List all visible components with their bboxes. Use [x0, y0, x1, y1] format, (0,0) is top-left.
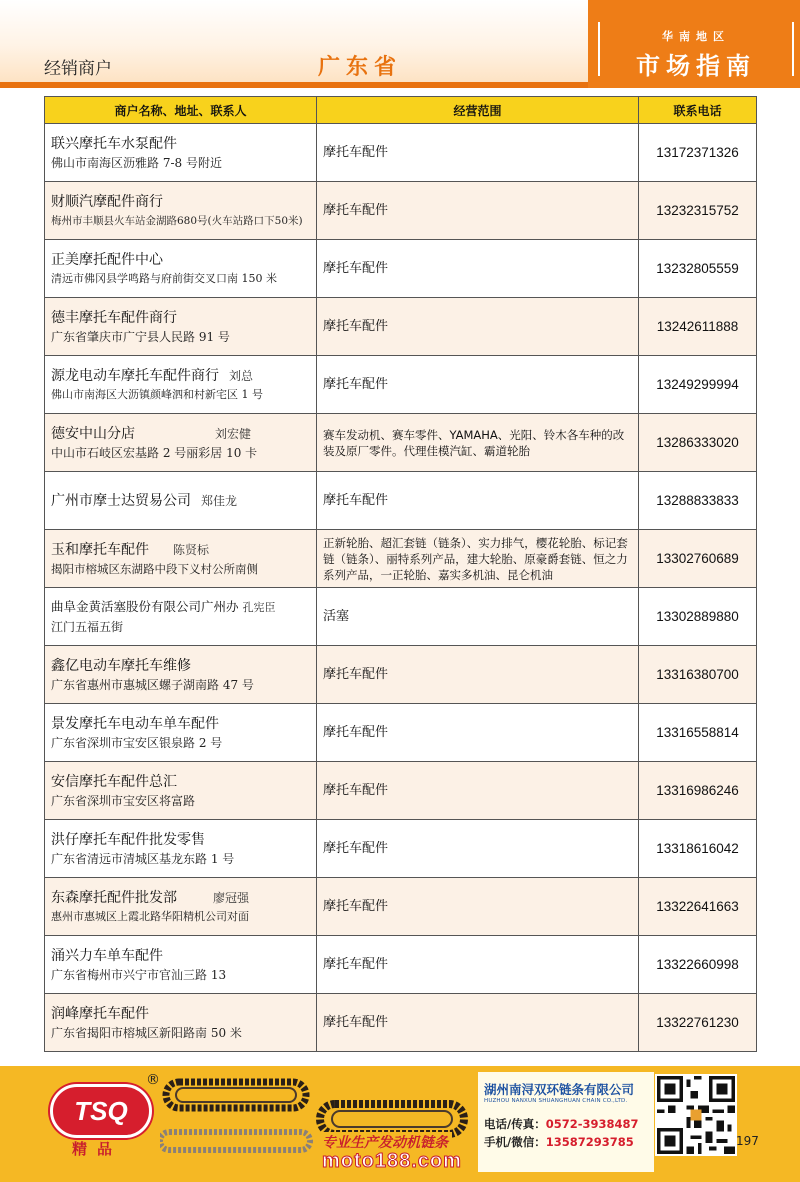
- header-scope: 经营范围: [317, 97, 639, 124]
- table-row: [45, 588, 757, 646]
- dealer-cell: [45, 646, 317, 704]
- scope-cell: [317, 298, 639, 356]
- section-label: 经销商户: [44, 59, 112, 79]
- dealer-address: 广东省肇庆市广宁县人民路 91 号: [51, 329, 230, 344]
- dealer-address: 广东省惠州市惠城区螺子湖南路 47 号: [51, 677, 254, 692]
- dealer-scope: 摩托车配件: [323, 376, 389, 392]
- dealer-cell: [45, 356, 317, 414]
- dealer-phone: 13242611888: [639, 298, 757, 356]
- dealer-address: 广东省深圳市宝安区银泉路 2 号: [51, 735, 223, 750]
- dealer-contact: 陈贤标: [173, 542, 210, 557]
- scope-cell: [317, 762, 639, 820]
- dealer-cell: [45, 762, 317, 820]
- registered-mark: ®: [146, 1072, 160, 1088]
- dealer-phone: 13322660998: [639, 936, 757, 994]
- dealer-cell: [45, 124, 317, 182]
- table-row: [45, 124, 757, 182]
- table-row: [45, 356, 757, 414]
- dealer-table: [44, 96, 757, 1052]
- badge-title: 市场指南: [636, 52, 756, 80]
- dealer-address: 广东省梅州市兴宁市官汕三路 13: [51, 967, 227, 982]
- dealer-name: 安信摩托车配件总汇: [51, 773, 177, 790]
- dealer-address: 江门五福五街: [51, 620, 124, 634]
- mobile-label: 手机/微信：: [484, 1135, 546, 1149]
- table-body: [45, 124, 757, 1052]
- table-row: [45, 878, 757, 936]
- mobile-number: 13587293785: [545, 1135, 634, 1149]
- dealer-cell: [45, 878, 317, 936]
- dealer-phone: 13322641663: [639, 878, 757, 936]
- dealer-contact: 刘宏健: [215, 426, 252, 441]
- badge-region: 华南地区: [662, 30, 730, 43]
- mobile-line: [484, 1134, 634, 1150]
- dealer-cell: [45, 298, 317, 356]
- badge-frame: [598, 22, 794, 80]
- scope-cell: [317, 240, 639, 298]
- dealer-name: 广州市摩士达贸易公司: [51, 492, 191, 509]
- dealer-phone: 13249299994: [639, 356, 757, 414]
- table-row: [45, 240, 757, 298]
- company-name: 湖州南浔双环链条有限公司: [484, 1082, 635, 1097]
- dealer-scope: 摩托车配件: [323, 1014, 389, 1030]
- scope-cell: [317, 704, 639, 762]
- dealer-scope: 摩托车配件: [323, 318, 389, 334]
- table-row: [45, 298, 757, 356]
- footer-advert: [0, 1066, 800, 1182]
- dealer-name: 玉和摩托车配件: [51, 541, 149, 558]
- dealer-address: 梅州市丰顺县火车站金湖路680号(火车站路口下50米): [51, 214, 303, 227]
- dealer-scope: 摩托车配件: [323, 782, 389, 798]
- dealer-address: 揭阳市榕城区东湖路中段下义村公所南侧: [51, 561, 258, 576]
- table-row: [45, 762, 757, 820]
- scope-cell: [317, 356, 639, 414]
- dealer-name: 德安中山分店: [51, 425, 135, 442]
- dealer-phone: 13172371326: [639, 124, 757, 182]
- table-row: [45, 414, 757, 472]
- table-row: [45, 936, 757, 994]
- dealer-phone: 13302760689: [639, 530, 757, 588]
- dealer-contact: 郑佳龙: [201, 493, 238, 508]
- scope-cell: [317, 472, 639, 530]
- dealer-contact: 孔宪臣: [242, 601, 276, 614]
- slogan: 专业生产发动机链条: [318, 1132, 452, 1152]
- dealer-scope: 摩托车配件: [323, 144, 389, 160]
- scope-cell: [317, 994, 639, 1052]
- dealer-cell: [45, 588, 317, 646]
- dealer-name: 润峰摩托车配件: [51, 1005, 149, 1022]
- dealer-name: 正美摩托配件中心: [51, 251, 163, 268]
- table-row: [45, 646, 757, 704]
- dealer-name: 财顺汽摩配件商行: [51, 193, 163, 210]
- scope-cell: [317, 646, 639, 704]
- dealer-name: 联兴摩托车水泵配件: [51, 135, 177, 152]
- header-phone: 联系电话: [639, 97, 757, 124]
- dealer-cell: [45, 994, 317, 1052]
- dealer-address: 广东省深圳市宝安区将富路: [51, 793, 196, 808]
- dealer-phone: 13232805559: [639, 240, 757, 298]
- quality-label: 精品: [72, 1140, 123, 1158]
- dealer-scope: 摩托车配件: [323, 898, 389, 914]
- dealer-name: 鑫亿电动车摩托车维修: [51, 657, 191, 674]
- scope-cell: [317, 182, 639, 240]
- dealer-cell: [45, 182, 317, 240]
- dealer-cell: [45, 530, 317, 588]
- table-row: [45, 472, 757, 530]
- dealer-address: 佛山市南海区大沥镇颜峰泗和村新宅区 1 号: [51, 387, 263, 401]
- page-number: 197: [736, 1134, 759, 1148]
- table-row: [45, 530, 757, 588]
- dealer-contact: 廖冠强: [213, 890, 250, 905]
- dealer-address: 佛山市南海区沥雅路 7-8 号附近: [51, 155, 222, 170]
- dealer-phone: 13288833833: [639, 472, 757, 530]
- site-watermark: moto188.com: [322, 1150, 462, 1172]
- dealer-address: 中山市石岐区宏基路 2 号丽彩居 10 卡: [51, 445, 258, 460]
- dealer-address: 惠州市惠城区上霞北路华阳精机公司对面: [51, 909, 249, 923]
- dealer-scope: 摩托车配件: [323, 260, 389, 276]
- header-name: 商户名称、地址、联系人: [45, 97, 317, 124]
- tel-line: [484, 1116, 639, 1132]
- dealer-scope: 正新轮胎、超汇套链（链条）、实力排气，樱花轮胎、标记套链（链条）、丽特系列产品，建大轮胎、原豪爵套链、恒之力系列产品，一正轮胎、嘉实多机油、昆仑机油: [323, 535, 628, 582]
- scope-cell: [317, 414, 639, 472]
- table-row: [45, 182, 757, 240]
- dealer-phone: 13316380700: [639, 646, 757, 704]
- tsq-logo: TSQ: [50, 1084, 152, 1138]
- dealer-name: 德丰摩托车配件商行: [51, 309, 177, 326]
- table-row: [45, 704, 757, 762]
- company-name-en: HUZHOU NANXUN SHUANGHUAN CHAIN CO.,LTD.: [484, 1098, 628, 1104]
- scope-cell: [317, 878, 639, 936]
- market-guide-badge: [588, 0, 800, 88]
- dealer-scope: 活塞: [323, 608, 350, 624]
- dealer-address: 清远市佛冈县学鸣路与府前街交叉口南 150 米: [51, 271, 277, 285]
- dealer-scope: 摩托车配件: [323, 956, 389, 972]
- dealer-cell: [45, 414, 317, 472]
- table-header-row: [45, 97, 757, 124]
- dealer-name: 源龙电动车摩托车配件商行: [51, 367, 219, 384]
- dealer-address: 广东省清远市清城区基龙东路 1 号: [51, 851, 235, 866]
- dealer-cell: [45, 472, 317, 530]
- dealer-phone: 13322761230: [639, 994, 757, 1052]
- dealer-phone: 13316986246: [639, 762, 757, 820]
- scope-cell: [317, 124, 639, 182]
- scope-cell: [317, 820, 639, 878]
- dealer-scope: 摩托车配件: [323, 202, 389, 218]
- province-title: 广东省: [318, 55, 403, 80]
- dealer-phone: 13316558814: [639, 704, 757, 762]
- dealer-contact: 刘总: [229, 368, 254, 383]
- dealer-phone: 13302889880: [639, 588, 757, 646]
- tel-number: 0572-3938487: [545, 1117, 639, 1131]
- page-header: [0, 0, 800, 90]
- dealer-scope: 摩托车配件: [323, 666, 389, 682]
- dealer-name: 涌兴力车单车配件: [51, 947, 163, 964]
- dealer-name: 东森摩托配件批发部: [51, 889, 177, 906]
- dealer-scope: 摩托车配件: [323, 492, 389, 508]
- qr-code-icon: [655, 1074, 737, 1156]
- dealer-scope: 摩托车配件: [323, 840, 389, 856]
- dealer-name: 洪仔摩托车配件批发零售: [51, 831, 205, 848]
- dealer-cell: [45, 820, 317, 878]
- dealer-address: 广东省揭阳市榕城区新阳路南 50 米: [51, 1025, 242, 1040]
- dealer-phone: 13232315752: [639, 182, 757, 240]
- scope-cell: [317, 936, 639, 994]
- dealer-scope: 摩托车配件: [323, 724, 389, 740]
- dealer-cell: [45, 704, 317, 762]
- dealer-cell: [45, 240, 317, 298]
- dealer-scope: 赛车发动机、赛车零件、YAMAHA、光阳、铃木各车种的改装及原厂零件。代理佳模汽缸、霸道轮胎: [323, 427, 625, 458]
- dealer-cell: [45, 936, 317, 994]
- scope-cell: [317, 530, 639, 588]
- dealer-name: 曲阜金黄活塞股份有限公司广州办: [51, 599, 239, 614]
- table-row: [45, 994, 757, 1052]
- table-row: [45, 820, 757, 878]
- dealer-phone: 13286333020: [639, 414, 757, 472]
- tel-label: 电话/传真：: [484, 1117, 546, 1131]
- dealer-phone: 13318616042: [639, 820, 757, 878]
- dealer-name: 景发摩托车电动车单车配件: [51, 715, 219, 732]
- scope-cell: [317, 588, 639, 646]
